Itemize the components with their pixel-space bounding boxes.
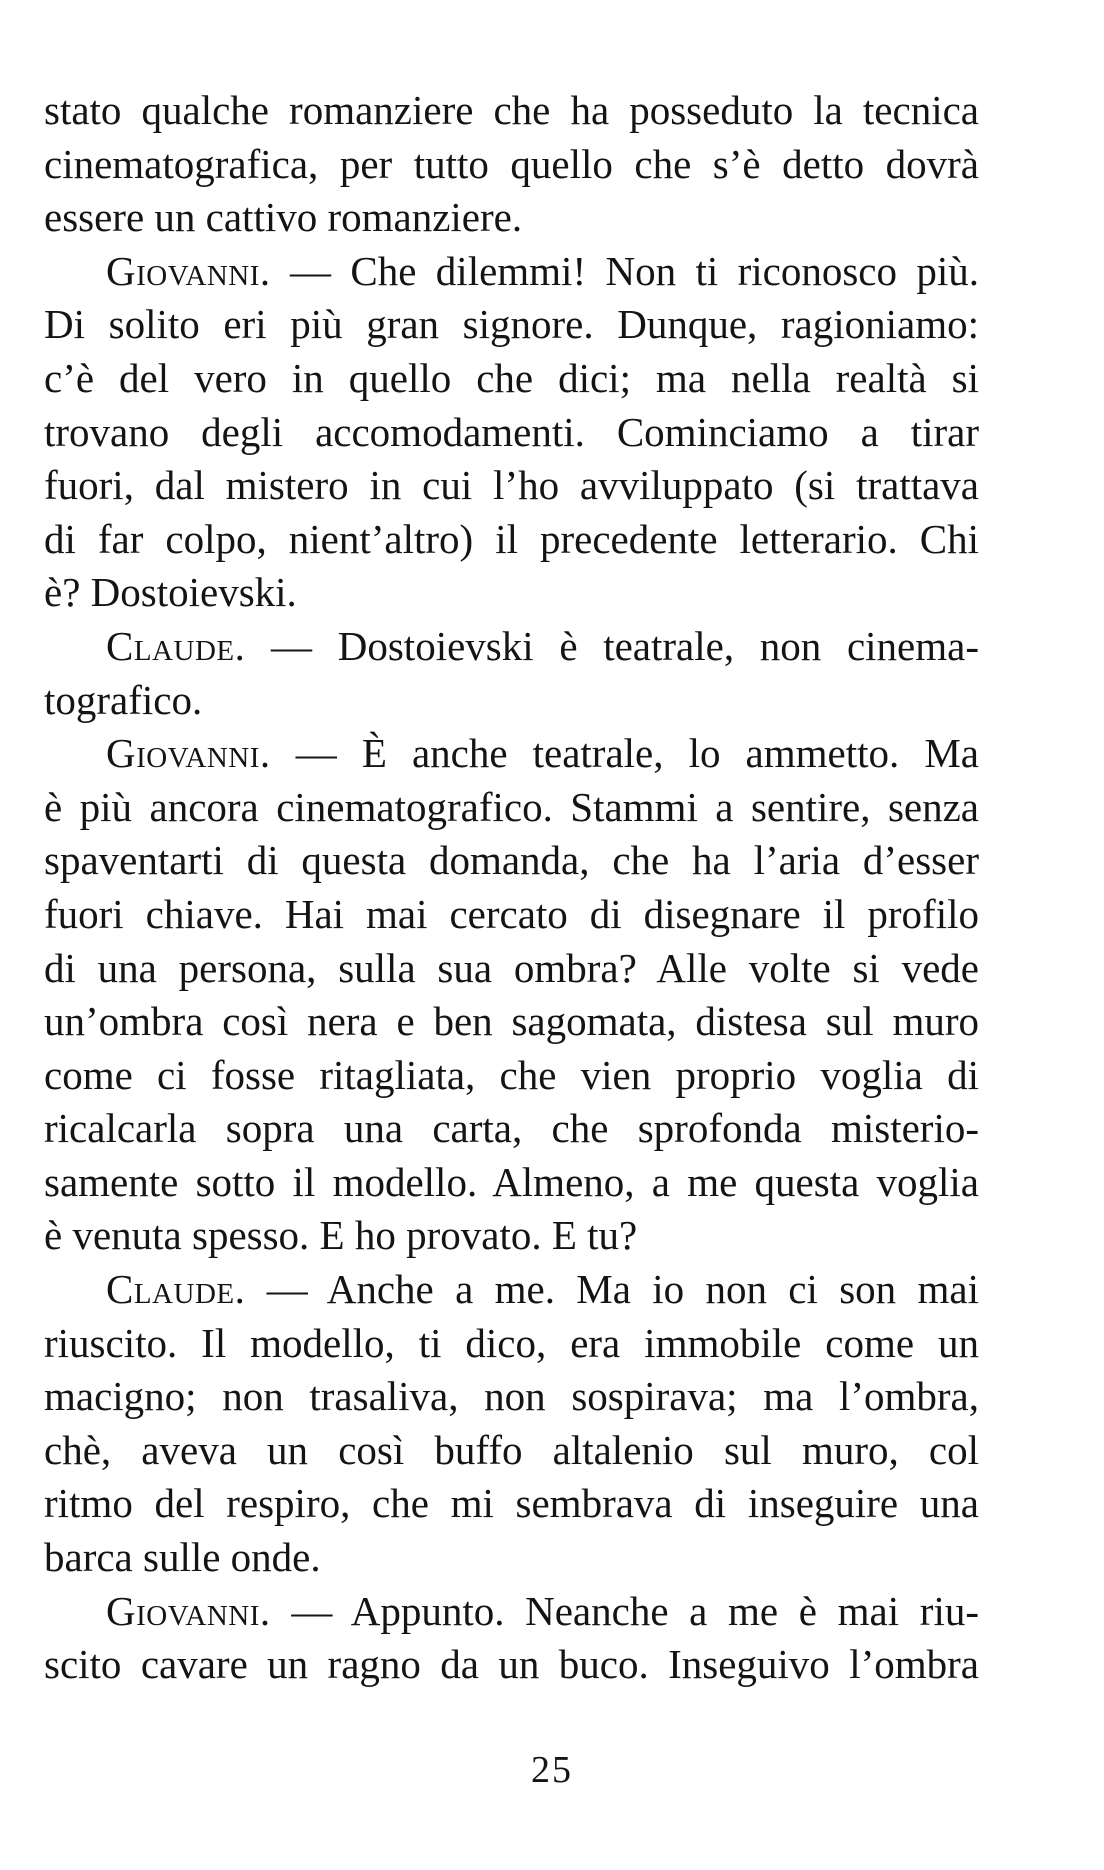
text-line: essere un cattivo romanziere. bbox=[44, 194, 523, 241]
text-line: stato qualche romanziere che ha posseduto la tecnica bbox=[44, 87, 979, 133]
text-line: di far colpo, nient’altro) il precedente letterario. Chi bbox=[44, 515, 979, 562]
text-line: spaventarti di questa domanda, che ha l’aria d’esser bbox=[44, 837, 979, 884]
text-line: è? Dostoievski. bbox=[44, 569, 297, 616]
text-line: fuori, dal mistero in cui l’ho avviluppato (si trattava bbox=[44, 462, 979, 509]
text-line: cinematografica, per tutto quello che s’è detto dovrà bbox=[44, 140, 979, 187]
text-line: ritmo del respiro, che mi sembrava di inseguire una bbox=[44, 1480, 979, 1527]
speech-text: — Dostoievski è teatrale, non cinema- bbox=[245, 622, 979, 669]
text-line: è venuta spesso. E ho provato. E tu? bbox=[44, 1212, 638, 1259]
speaker-name: Giovanni. bbox=[106, 730, 271, 777]
speaker-name: Giovanni. bbox=[106, 1587, 271, 1634]
dialogue-line-giovanni bbox=[44, 727, 979, 781]
text-line: è più ancora cinematografico. Stammi a sentire, senza bbox=[44, 783, 979, 830]
speech-text: — Appunto. Neanche a me è mai riu- bbox=[270, 1587, 979, 1634]
page-number: 25 bbox=[531, 1749, 573, 1791]
dialogue-line-giovanni bbox=[44, 1585, 979, 1639]
text-line: trovano degli accomodamenti. Cominciamo a tirar bbox=[44, 408, 979, 455]
text-line: riuscito. Il modello, ti dico, era immobile come un bbox=[44, 1319, 979, 1366]
speaker-name: Claude. bbox=[106, 622, 246, 669]
speaker-name: Giovanni. bbox=[106, 247, 271, 294]
text-line: samente sotto il modello. Almeno, a me questa voglia bbox=[44, 1158, 979, 1205]
speech-text: — Anche a me. Ma io non ci son mai bbox=[245, 1266, 979, 1313]
text-line: Di solito eri più gran signore. Dunque, ragioniamo: bbox=[44, 301, 979, 348]
text-line: scito cavare un ragno da un buco. Inseguivo l’ombra bbox=[44, 1641, 979, 1688]
dialogue-line-claude bbox=[44, 1263, 979, 1317]
dialogue-line-claude bbox=[44, 620, 979, 674]
text-line: chè, aveva un così buffo altalenio sul muro, col bbox=[44, 1426, 979, 1473]
speech-text: — Che dilemmi! Non ti riconosco più. bbox=[270, 247, 979, 294]
speech-text: — È anche teatrale, lo ammetto. Ma bbox=[270, 730, 979, 777]
text-line: macigno; non trasaliva, non sospirava; ma l’ombra, bbox=[44, 1373, 979, 1420]
text-line: tografico. bbox=[44, 676, 203, 723]
text-line: c’è del vero in quello che dici; ma nella realtà si bbox=[44, 354, 979, 401]
text-line: barca sulle onde. bbox=[44, 1534, 321, 1581]
text-line: fuori chiave. Hai mai cercato di disegnare il profilo bbox=[44, 890, 979, 937]
text-line: un’ombra così nera e ben sagomata, distesa sul muro bbox=[44, 998, 979, 1045]
speaker-name: Claude. bbox=[106, 1266, 246, 1313]
page-body-text bbox=[44, 84, 979, 1692]
dialogue-line-giovanni bbox=[44, 245, 979, 299]
text-line: come ci fosse ritagliata, che vien proprio voglia di bbox=[44, 1051, 979, 1098]
text-line: di una persona, sulla sua ombra? Alle volte si vede bbox=[44, 944, 979, 991]
text-line: ricalcarla sopra una carta, che sprofonda misterio- bbox=[44, 1105, 979, 1152]
